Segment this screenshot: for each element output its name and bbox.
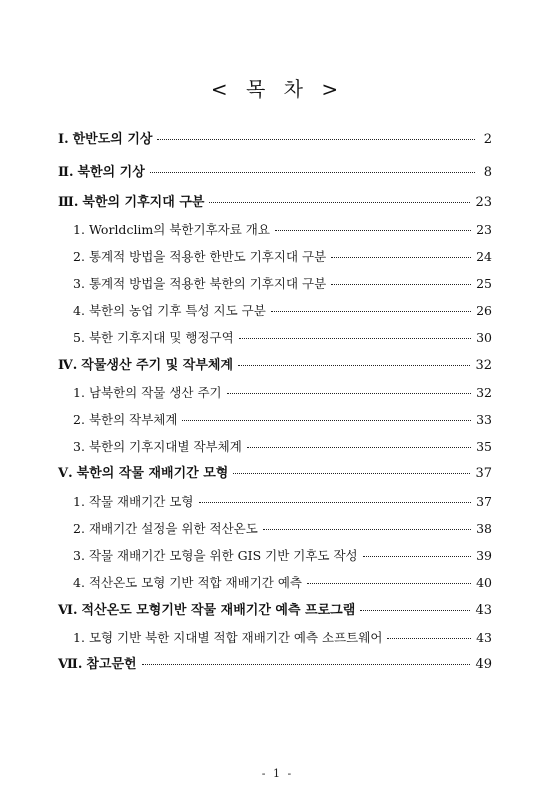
toc-section-entry[interactable] — [73, 548, 492, 564]
toc-dot-leader — [182, 420, 471, 421]
toc-entry-page-number: 38 — [476, 521, 492, 536]
toc-dot-leader — [247, 447, 471, 448]
toc-section-entry[interactable] — [73, 439, 492, 455]
toc-entry-number: Ⅰ. — [58, 132, 69, 147]
toc-entry-page-number: 23 — [475, 195, 492, 210]
toc-entry-label: 북한의 작물 재배기간 모형 — [76, 466, 229, 481]
page-number-footer: - 1 - — [261, 767, 294, 780]
toc-dot-leader — [238, 365, 470, 366]
toc-chapter-entry[interactable] — [58, 195, 492, 211]
toc-dot-leader — [387, 638, 471, 639]
toc-entry-page-number: 32 — [476, 385, 492, 400]
toc-chapter-entry[interactable] — [58, 603, 492, 619]
toc-dot-leader — [331, 284, 471, 285]
toc-entry-number: 1. — [73, 385, 85, 400]
toc-dot-leader — [263, 529, 471, 530]
toc-section-entry[interactable] — [73, 249, 492, 265]
toc-entry-number: 1. — [73, 494, 85, 509]
toc-section-entry[interactable] — [73, 303, 492, 319]
toc-entry-page-number: 49 — [475, 657, 492, 672]
toc-entry-page-number: 26 — [476, 303, 492, 318]
toc-section-entry[interactable] — [73, 385, 492, 401]
toc-entry-label: 북한의 기상 — [77, 165, 145, 180]
toc-section-entry[interactable] — [73, 412, 492, 428]
toc-section-entry[interactable] — [73, 330, 492, 346]
toc-entry-page-number: 24 — [476, 249, 492, 264]
toc-entry-label: 참고문헌 — [86, 657, 137, 672]
toc-entry-number: 2. — [73, 249, 85, 264]
toc-dot-leader — [360, 610, 470, 611]
toc-dot-leader — [142, 664, 471, 665]
toc-entry-page-number: 23 — [476, 222, 492, 237]
toc-entry-page-number: 33 — [476, 412, 492, 427]
toc-entry-number: Ⅳ. — [58, 358, 78, 373]
toc-dot-leader — [275, 230, 471, 231]
toc-entry-page-number: 39 — [476, 548, 492, 563]
toc-entry-label: 작물 재배기간 모형 — [88, 494, 194, 509]
toc-dot-leader — [150, 172, 475, 173]
toc-entry-number: 5. — [73, 330, 85, 345]
toc-chapter-entry[interactable] — [58, 466, 492, 482]
toc-entry-label: 재배기간 설정을 위한 적산온도 — [88, 521, 258, 536]
toc-entry-page-number: 43 — [475, 603, 492, 618]
toc-entry-page-number: 30 — [476, 330, 492, 345]
toc-entry-page-number: 35 — [476, 439, 492, 454]
toc-dot-leader — [199, 502, 472, 503]
toc-dot-leader — [227, 393, 471, 394]
toc-entry-label: 통계적 방법을 적용한 북한의 기후지대 구분 — [88, 276, 327, 291]
toc-entry-page-number: 25 — [476, 276, 492, 291]
toc-chapter-entry[interactable] — [58, 132, 492, 148]
toc-chapter-entry[interactable] — [58, 657, 492, 673]
toc-entry-number: 3. — [73, 276, 85, 291]
toc-entry-label: 북한의 농업 기후 특성 지도 구분 — [88, 303, 266, 318]
toc-entry-label: 작물 재배기간 모형을 위한 GIS 기반 기후도 작성 — [88, 548, 358, 563]
toc-entry-label: 모형 기반 북한 지대별 적합 재배기간 예측 소프트웨어 — [88, 630, 383, 645]
toc-entry-number: 2. — [73, 521, 85, 536]
toc-dot-leader — [157, 139, 475, 140]
toc-entry-page-number: 2 — [483, 132, 492, 147]
toc-entry-number: 4. — [73, 575, 85, 590]
toc-entry-number: Ⅶ. — [58, 657, 83, 672]
toc-entry-page-number: 37 — [475, 466, 492, 481]
toc-section-entry[interactable] — [73, 630, 492, 646]
toc-entry-page-number: 37 — [476, 494, 492, 509]
toc-entry-label: 한반도의 기상 — [72, 132, 153, 147]
toc-entry-label: 남북한의 작물 생산 주기 — [88, 385, 222, 400]
toc-entry-number: 3. — [73, 548, 85, 563]
toc-entry-label: 적산온도 모형 기반 적합 재배기간 예측 — [88, 575, 303, 590]
toc-entry-label: 통계적 방법을 적용한 한반도 기후지대 구분 — [88, 249, 327, 264]
toc-section-entry[interactable] — [73, 276, 492, 292]
toc-section-entry[interactable] — [73, 521, 492, 537]
toc-dot-leader — [331, 257, 471, 258]
toc-section-entry[interactable] — [73, 575, 492, 591]
toc-dot-leader — [363, 556, 472, 557]
toc-entry-number: 2. — [73, 412, 85, 427]
toc-entry-label: 북한 기후지대 및 행정구역 — [88, 330, 234, 345]
toc-section-entry[interactable] — [73, 494, 492, 510]
toc-dot-leader — [271, 311, 471, 312]
toc-entry-page-number: 40 — [476, 575, 492, 590]
toc-entry-page-number: 32 — [475, 358, 492, 373]
toc-entry-number: Ⅴ. — [58, 466, 73, 481]
toc-entry-number: Ⅱ. — [58, 165, 74, 180]
toc-chapter-entry[interactable] — [58, 358, 492, 374]
toc-entry-number: 4. — [73, 303, 85, 318]
toc-entry-label: 적산온도 모형기반 작물 재배기간 예측 프로그램 — [81, 603, 356, 618]
toc-entry-number: 1. — [73, 222, 85, 237]
toc-dot-leader — [233, 473, 470, 474]
toc-entry-label: Worldclim의 북한기후자료 개요 — [88, 222, 270, 237]
toc-title: < 목 차 > — [210, 77, 345, 101]
toc-dot-leader — [209, 202, 470, 203]
toc-entry-number: 1. — [73, 630, 85, 645]
toc-entry-page-number: 8 — [483, 165, 492, 180]
toc-entry-page-number: 43 — [476, 630, 492, 645]
toc-entry-number: Ⅲ. — [58, 195, 79, 210]
toc-entry-label: 북한의 작부체계 — [88, 412, 178, 427]
toc-dot-leader — [239, 338, 471, 339]
toc-section-entry[interactable] — [73, 222, 492, 238]
toc-entry-number: Ⅵ. — [58, 603, 78, 618]
toc-entry-label: 작물생산 주기 및 작부체계 — [81, 358, 233, 373]
toc-chapter-entry[interactable] — [58, 165, 492, 181]
toc-entry-label: 북한의 기후지대 구분 — [82, 195, 205, 210]
toc-dot-leader — [307, 583, 471, 584]
toc-entry-label: 북한의 기후지대별 작부체계 — [88, 439, 242, 454]
toc-entry-number: 3. — [73, 439, 85, 454]
